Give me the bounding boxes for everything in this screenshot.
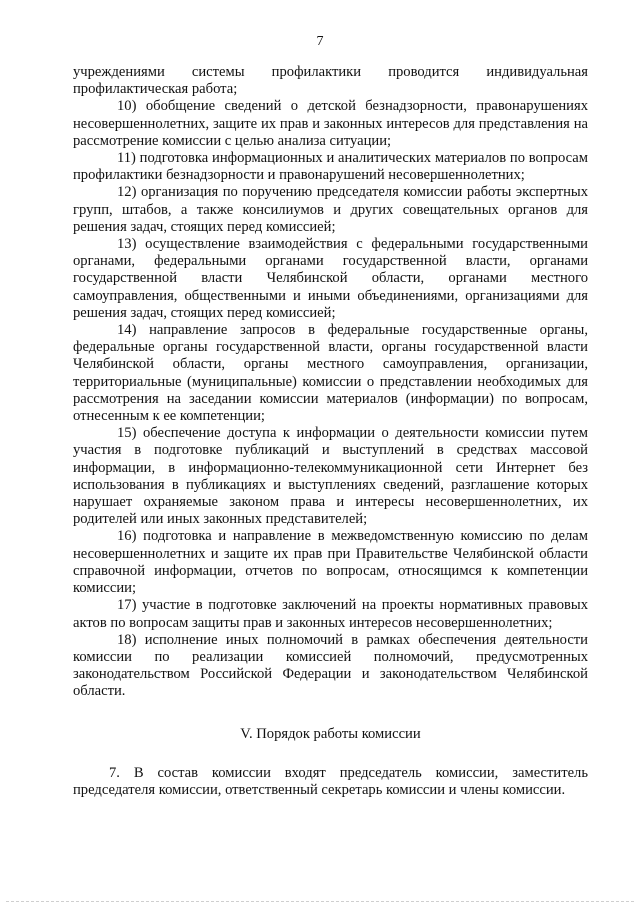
document-body <box>73 64 588 799</box>
section-title: V. Порядок работы комиссии <box>240 725 421 742</box>
paragraph-item-18: 18) исполнение иных полномочий в рамках обеспечения деятельности комиссии по реализации комиссией полномочий, предусмотренных законодательством Российской Федерации и законодательством Челябинской области. <box>73 631 588 700</box>
paragraph-item-15: 15) обеспечение доступа к информации о деятельности комиссии путем участия в подготовке публикаций и выступлений в средствах массовой информации, в информационно-телекоммуникационной сети Интернет без использования в публикациях и выступлениях сведений, разглашение которых нарушает охраняемые законом права и интересы несовершеннолетних, их родителей или иных законных представителей; <box>73 425 588 528</box>
paragraph-item-12: 12) организация по поручению председателя комиссии работы экспертных групп, штабов, а также консилиумов и других совещательных органов для решения задач, стоящих перед комиссией; <box>73 184 588 235</box>
paragraph-item-16: 16) подготовка и направление в межведомственную комиссию по делам несовершеннолетних и защите их прав при Правительстве Челябинской области справочной информации, отчетов по вопросам, относящимся к компетенции комиссии; <box>73 528 588 597</box>
paragraph-item-17: 17) участие в подготовке заключений на проекты нормативных правовых актов по вопросам защиты прав и законных интересов несовершеннолетних; <box>73 597 588 631</box>
scan-edge-divider <box>6 901 634 902</box>
page-number: 7 <box>316 34 324 49</box>
paragraph-continuation: учреждениями системы профилактики проводится индивидуальная профилактическая работа; <box>73 64 588 98</box>
paragraph-item-11: 11) подготовка информационных и аналитических материалов по вопросам профилактики безнадзорности и правонарушений несовершеннолетних; <box>73 150 588 184</box>
paragraph-item-10: 10) обобщение сведений о детской безнадзорности, правонарушениях несовершеннолетних, защите их прав и законных интересов для представления на рассмотрение комиссии с целью анализа ситуации; <box>73 98 588 149</box>
paragraph-7: 7. В состав комиссии входят председатель комиссии, заместитель председателя комиссии, ответственный секретарь комиссии и члены комиссии. <box>73 764 588 798</box>
paragraph-item-14: 14) направление запросов в федеральные государственные органы, федеральные органы государственной власти, органы государственной власти Челябинской области, органы местного самоуправления, организации, территориальные (муниципальные) комиссии о представлении необходимых для рассмотрения на заседании комиссии материалов (информации) по вопросам, отнесенным к ее компетенции; <box>73 322 588 425</box>
paragraph-item-13: 13) осуществление взаимодействия с федеральными государственными органами, федеральными органами государственной власти, органами государственной власти Челябинской области, органами местного самоуправления, общественными и иными объединениями, организациями для решения задач, стоящих перед комиссией; <box>73 236 588 321</box>
